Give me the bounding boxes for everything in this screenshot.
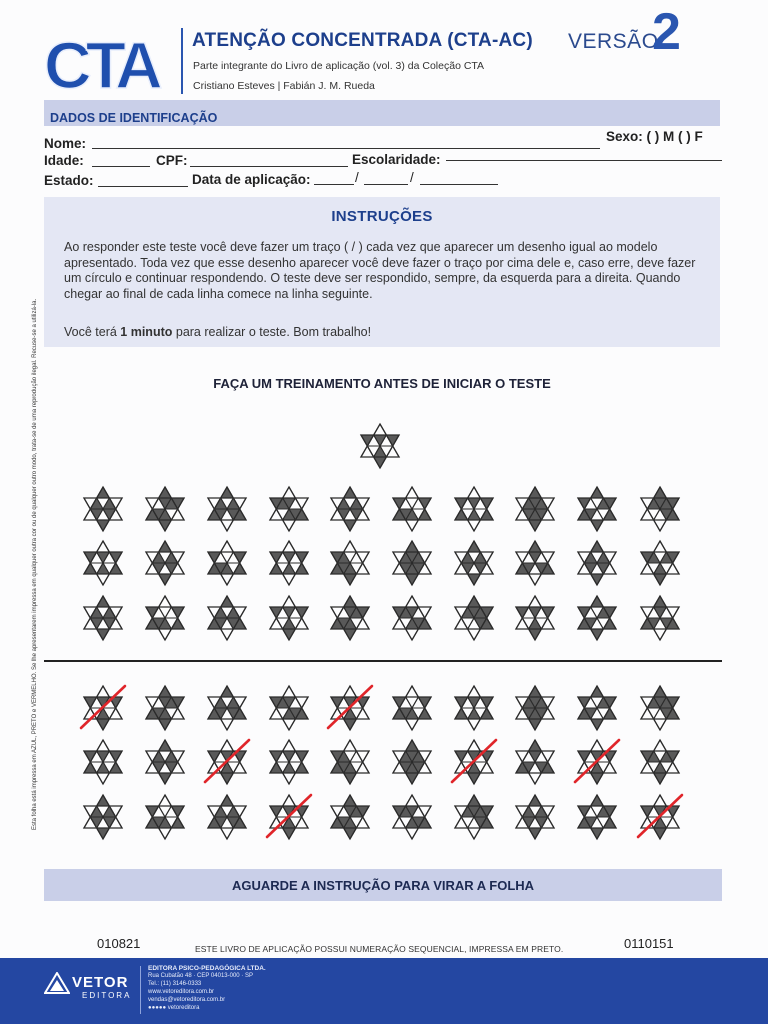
date-label: Data de aplicação: bbox=[192, 172, 311, 187]
training-figure[interactable] bbox=[331, 596, 369, 640]
model-figure[interactable] bbox=[361, 424, 399, 468]
page-title: ATENÇÃO CONCENTRADA (CTA-AC) bbox=[192, 30, 533, 51]
svg-text:CTA: CTA bbox=[44, 32, 157, 94]
footer-address: Rua Cubatão 48 · CEP 04013-000 · SP bbox=[148, 973, 253, 979]
training-figure[interactable] bbox=[84, 596, 122, 640]
example-figure[interactable] bbox=[208, 795, 246, 839]
training-figure[interactable] bbox=[208, 596, 246, 640]
training-figure[interactable] bbox=[146, 487, 184, 531]
sex-label[interactable]: Sexo: ( ) M ( ) F bbox=[606, 129, 703, 144]
training-figure[interactable] bbox=[393, 487, 431, 531]
version-label: VERSÃO bbox=[568, 30, 659, 53]
social-icons: ●●●●● bbox=[148, 1005, 168, 1011]
training-figure[interactable] bbox=[146, 541, 184, 585]
vetor-logo-icon bbox=[44, 972, 70, 994]
example-figure[interactable] bbox=[331, 740, 369, 784]
training-figure[interactable] bbox=[146, 596, 184, 640]
example-figure[interactable] bbox=[641, 686, 679, 730]
vetor-brand: VETOR bbox=[72, 974, 129, 991]
name-label: Nome: bbox=[44, 136, 87, 151]
example-figure[interactable] bbox=[516, 795, 554, 839]
training-figure[interactable] bbox=[331, 541, 369, 585]
date-separator: / bbox=[355, 170, 359, 185]
training-figure[interactable] bbox=[578, 596, 616, 640]
footer-separator bbox=[140, 966, 141, 1014]
training-figure[interactable] bbox=[270, 487, 308, 531]
example-figure[interactable] bbox=[393, 686, 431, 730]
schooling-label: Escolaridade: bbox=[352, 152, 441, 167]
training-figure[interactable] bbox=[208, 487, 246, 531]
example-figure[interactable] bbox=[84, 795, 122, 839]
example-figure[interactable] bbox=[393, 795, 431, 839]
cpf-label: CPF: bbox=[156, 153, 188, 168]
version-number: 2 bbox=[652, 3, 681, 61]
training-figure[interactable] bbox=[393, 596, 431, 640]
example-figure[interactable] bbox=[516, 686, 554, 730]
example-figure[interactable] bbox=[455, 795, 493, 839]
training-figure[interactable] bbox=[270, 541, 308, 585]
identification-label: DADOS DE IDENTIFICAÇÃO bbox=[50, 111, 218, 125]
training-figure[interactable] bbox=[578, 487, 616, 531]
authors: Cristiano Esteves | Fabián J. M. Rueda bbox=[193, 80, 375, 92]
example-figure[interactable] bbox=[84, 740, 122, 784]
serial-number-left: 010821 bbox=[97, 936, 141, 951]
serial-number-right: 0110151 bbox=[624, 936, 674, 951]
instructions-title: INSTRUÇÕES bbox=[331, 208, 433, 225]
vetor-brand-sub: EDITORA bbox=[82, 991, 132, 1000]
example-figure[interactable] bbox=[578, 686, 616, 730]
training-figure[interactable] bbox=[331, 487, 369, 531]
example-figure[interactable] bbox=[393, 740, 431, 784]
example-figure[interactable] bbox=[331, 795, 369, 839]
example-figure[interactable] bbox=[270, 740, 308, 784]
training-figure[interactable] bbox=[578, 541, 616, 585]
training-figure[interactable] bbox=[208, 541, 246, 585]
date-separator: / bbox=[410, 170, 414, 185]
subtitle: Parte integrante do Livro de aplicação (vol. 3) da Coleção CTA bbox=[193, 60, 485, 72]
example-figure[interactable] bbox=[146, 795, 184, 839]
training-figure[interactable] bbox=[455, 541, 493, 585]
age-label: Idade: bbox=[44, 153, 84, 168]
instructions-time: Você terá 1 minuto para realizar o teste. Bom trabalho! bbox=[64, 325, 372, 339]
training-figure[interactable] bbox=[270, 596, 308, 640]
sequence-note: ESTE LIVRO DE APLICAÇÃO POSSUI NUMERAÇÃO SEQUENCIAL, IMPRESSA EM PRETO. bbox=[195, 944, 564, 954]
example-figure[interactable] bbox=[146, 686, 184, 730]
example-figure[interactable] bbox=[516, 740, 554, 784]
training-heading: FAÇA UM TREINAMENTO ANTES DE INICIAR O TESTE bbox=[213, 376, 551, 391]
instructions-text: Ao responder este teste você deve fazer um traço ( / ) cada vez que aparecer um desenho igual ao modelo apresentado. Toda vez que esse desenho aparecer você deve fazer o traço por cima dele e, caso erre, deve fazer um círculo e continuar respondendo. O teste deve ser respondido, sempre, da esquerda para a direita. Quando chegar ao final de cada linha comece na linha seguinte. bbox=[64, 240, 696, 301]
section-divider bbox=[44, 660, 722, 662]
wait-label: AGUARDE A INSTRUÇÃO PARA VIRAR A FOLHA bbox=[231, 878, 535, 893]
footer-email[interactable]: vendas@vetoreditora.com.br bbox=[148, 997, 226, 1003]
footer-site[interactable]: www.vetoreditora.com.br bbox=[148, 989, 215, 995]
training-figure[interactable] bbox=[641, 596, 679, 640]
training-figure[interactable] bbox=[455, 487, 493, 531]
example-figure[interactable] bbox=[641, 740, 679, 784]
footer-social[interactable]: ●●●●● vetoreditora bbox=[148, 1005, 200, 1011]
training-figure[interactable] bbox=[516, 541, 554, 585]
training-figure[interactable] bbox=[84, 541, 122, 585]
example-figure[interactable] bbox=[208, 686, 246, 730]
example-figure[interactable] bbox=[146, 740, 184, 784]
training-figure[interactable] bbox=[516, 596, 554, 640]
training-figure[interactable] bbox=[641, 487, 679, 531]
footer-phone: Tel.: (11) 3146-0333 bbox=[148, 981, 202, 987]
training-figure[interactable] bbox=[84, 487, 122, 531]
example-figure[interactable] bbox=[455, 686, 493, 730]
training-figure[interactable] bbox=[455, 596, 493, 640]
footer-company: EDITORA PSICO-PEDAGÓGICA LTDA. bbox=[148, 965, 266, 972]
footer bbox=[0, 958, 768, 1024]
side-notice: Esta folha está impressa em AZUL, PRETO e VERMELHO. Se lhe apresentarem impressa em qualquer outra cor ou de qualquer outro modo, trata-se de uma reprodução ilegal. Recuse-se a utilizá-la. bbox=[32, 298, 38, 830]
training-figure[interactable] bbox=[516, 487, 554, 531]
state-label: Estado: bbox=[44, 173, 94, 188]
example-figure[interactable] bbox=[270, 686, 308, 730]
example-figure[interactable] bbox=[578, 795, 616, 839]
training-figure[interactable] bbox=[393, 541, 431, 585]
training-figure[interactable] bbox=[641, 541, 679, 585]
